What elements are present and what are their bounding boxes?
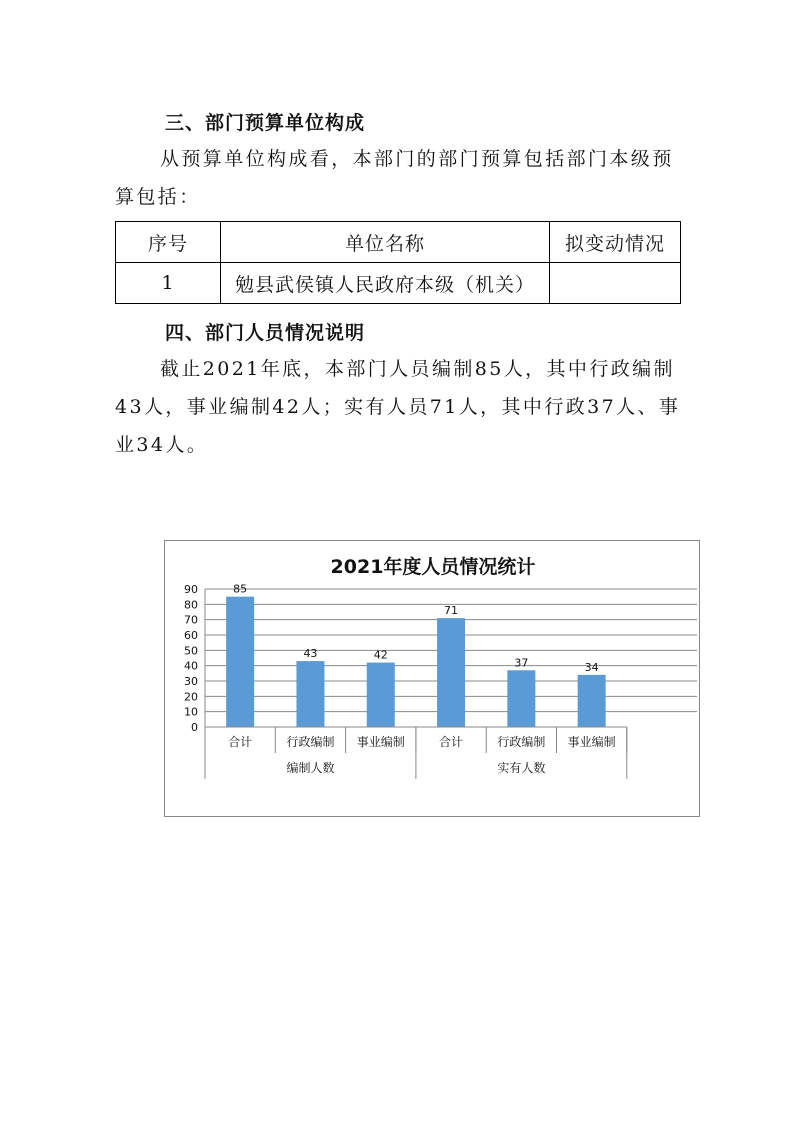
y-tick-label: 60 [184, 629, 198, 642]
x-tick-label: 事业编制 [356, 735, 405, 749]
row-change [550, 263, 681, 304]
group-label: 编制人数 [286, 761, 335, 775]
table-row [116, 263, 681, 304]
row-unit-name: 勉县武侯镇人民政府本级（机关） [221, 263, 550, 304]
data-label: 37 [514, 656, 529, 670]
y-tick-label: 80 [184, 598, 198, 612]
x-tick-label: 事业编制 [567, 735, 616, 749]
header-change: 拟变动情况 [550, 222, 681, 263]
budget-units-table [115, 221, 681, 304]
x-tick-label: 合计 [228, 735, 253, 749]
x-tick-label: 行政编制 [286, 735, 335, 749]
x-tick-label: 合计 [439, 735, 464, 749]
data-label: 71 [444, 604, 459, 618]
data-label: 43 [303, 647, 318, 661]
bar [226, 597, 254, 727]
header-seq: 序号 [116, 222, 221, 263]
table-header-row [116, 222, 681, 263]
y-tick-label: 40 [184, 659, 198, 673]
bar [437, 618, 465, 727]
data-label: 85 [233, 582, 248, 596]
y-tick-label: 10 [184, 705, 198, 719]
section-3-heading: 三、部门预算单位构成 [165, 112, 366, 134]
chart-title: 2021年度人员情况统计 [330, 556, 536, 578]
staff-chart-svg [165, 541, 701, 818]
bar [507, 670, 535, 727]
row-seq: 1 [116, 263, 221, 304]
y-tick-label: 50 [184, 644, 198, 658]
staff-chart [164, 540, 700, 817]
y-tick-label: 70 [184, 613, 198, 627]
bar [578, 675, 606, 727]
group-label: 实有人数 [497, 761, 546, 775]
bar [296, 661, 324, 727]
bar [367, 663, 395, 727]
data-label: 34 [584, 660, 599, 674]
section-4-paragraph: 截止2021年底，本部门人员编制85人，其中行政编制43人，事业编制42人；实有人员71人，其中行政37人、事业34人。 [115, 358, 681, 456]
y-tick-label: 20 [184, 690, 198, 704]
y-tick-label: 90 [184, 583, 198, 596]
section-3-paragraph: 从预算单位构成看，本部门的部门预算包括部门本级预算包括： [115, 148, 674, 208]
section-4-heading: 四、部门人员情况说明 [165, 322, 366, 344]
y-tick-label: 0 [191, 721, 198, 734]
y-tick-label: 30 [184, 675, 198, 688]
data-label: 42 [373, 648, 388, 662]
x-tick-label: 行政编制 [497, 735, 546, 749]
header-unit-name: 单位名称 [221, 222, 550, 263]
